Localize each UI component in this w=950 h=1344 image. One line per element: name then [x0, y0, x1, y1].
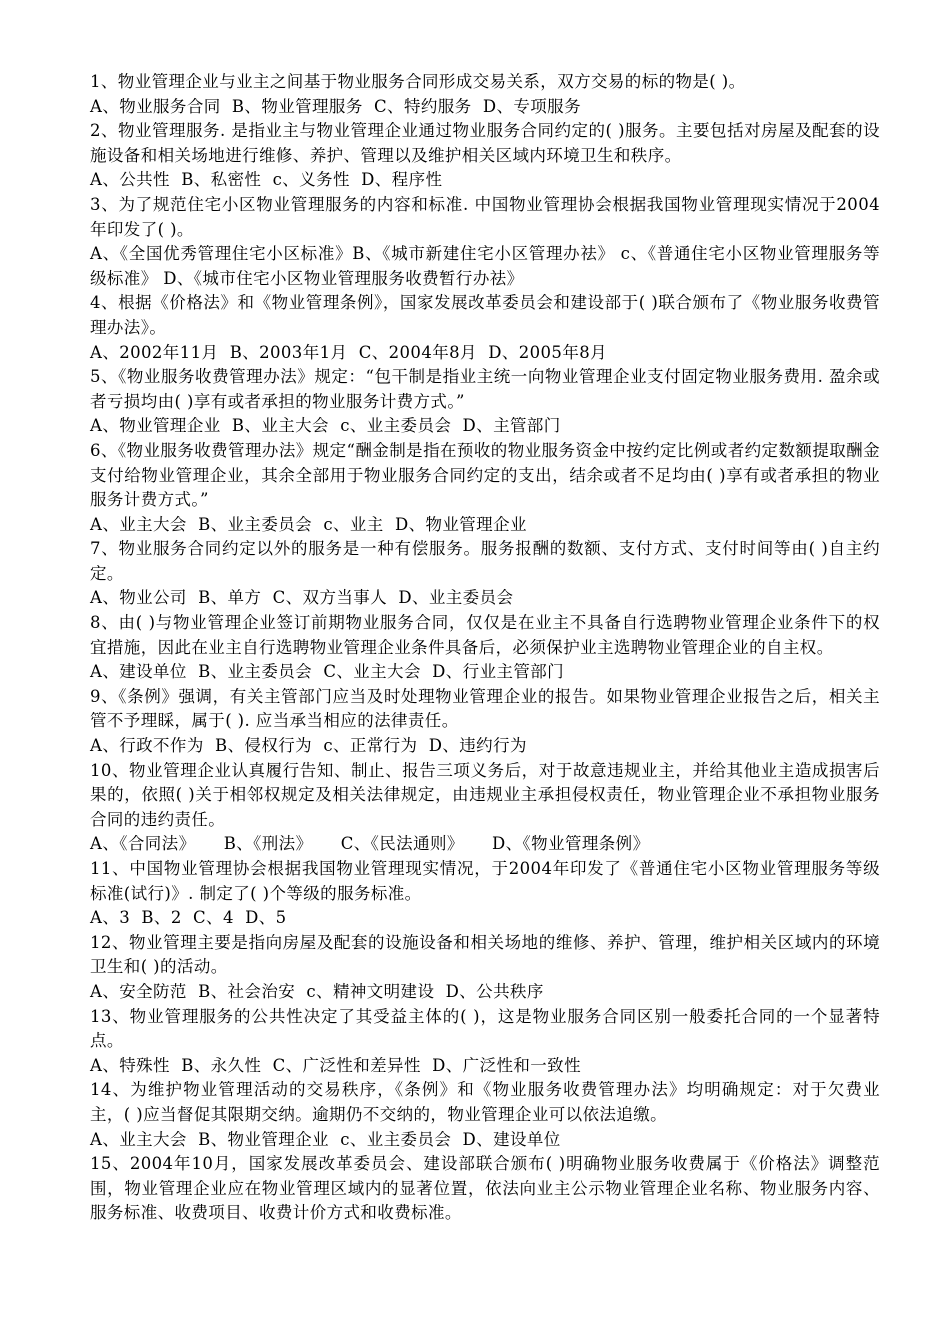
options-2: A、公共性 B、私密性 c、义务性 D、程序性 [90, 170, 443, 190]
options-3: A、《全国优秀管理住宅小区标准》B、《城市新建住宅小区管理办祛》 c、《普通住宅小区物业管理服务等级标准》 D、《城市住宅小区物业管理服务收费暂行办祛》 [90, 244, 880, 288]
question-2: 2、物业管理服务. 是指业主与物业管理企业通过物业服务合同约定的( )服务。主要包括对房屋及配套的设施设备和相关场地进行维修、养护、管理以及维护相关区域内环境卫生和秩序。 [90, 121, 880, 165]
options-10: A、《合同法》 B、《刑法》 C、《民法通则》 D、《物业管理条例》 [90, 834, 650, 854]
question-14: 14、为维护物业管理活动的交易秩序，《条例》和《物业服务收费管理办法》均明确规定：对于欠费业主，( )应当督促其限期交纳。逾期仍不交纳的，物业管理企业可以依法追缴。 [90, 1080, 880, 1124]
question-6: 6、《物业服务收费管理办法》规定“酬金制是指在预收的物业服务资金中按约定比例或者约定数额提取酬金支付给物业管理企业，其余全部用于物业服务合同约定的支出，结余或者不足均由( )享有或者承担的物业服务计费方式。” [90, 440, 880, 510]
question-11: 11、中国物业管理协会根据我国物业管理现实情况，于2004年印发了《普通住宅小区物业管理服务等级标准(试行)》. 制定了( )个等级的服务标准。 [90, 859, 880, 903]
options-12: A、安全防范 B、社会治安 c、精神文明建设 D、公共秩序 [90, 981, 544, 1001]
question-3: 3、为了规范住宅小区物业管理服务的内容和标准. 中国物业管理协会根据我国物业管理现实情况于2004年印发了( )。 [90, 194, 880, 239]
question-4: 4、根据《价格法》和《物业管理条例》，国家发展改革委员会和建设部于( )联合颁布了《物业服务收费管理办法》。 [90, 293, 880, 337]
options-9: A、行政不作为 B、侵权行为 c、正常行为 D、违约行为 [90, 736, 527, 756]
question-12: 12、物业管理主要是指向房屋及配套的设施设备和相关场地的维修、养护、管理，维护相关区域内的环境卫生和( )的活动。 [90, 932, 880, 977]
options-6: A、业主大会 B、业主委员会 c、业主 D、物业管理企业 [90, 514, 527, 534]
question-5: 5、《物业服务收费管理办法》规定：“包干制是指业主统一向物业管理企业支付固定物业服务费用. 盈余或者亏损均由( )享有或者承担的物业服务计费方式。” [90, 367, 880, 411]
question-13: 13、物业管理服务的公共性决定了其受益主体的( )，这是物业服务合同区别一般委托合同的一个显著特点。 [90, 1006, 880, 1051]
document-page [90, 70, 880, 1226]
options-8: A、建设单位 B、业主委员会 C、业主大会 D、行业主管部门 [90, 662, 565, 682]
question-15: 15、2004年10月，国家发展改革委员会、建设部联合颁布( )明确物业服务收费属于《价格法》调整范围，物业管理企业应在物业管理区域内的显著位置，依法向业主公示物业管理企业名称、物业服务内容、服务标准、收费项目、收费计价方式和收费标准。 [90, 1154, 880, 1223]
options-4: A、2002年11月 B、2003年1月 C、2004年8月 D、2005年8月 [90, 342, 608, 362]
question-9: 9、《条例》强调，有关主管部门应当及时处理物业管理企业的报告。如果物业管理企业报告之后，相关主管不予理睬，属于( ). 应当承当相应的法律责任。 [90, 686, 880, 731]
options-7: A、物业公司 B、单方 C、双方当事人 D、业主委员会 [90, 588, 514, 608]
options-1: A、物业服务合同 B、物业管理服务 C、特约服务 D、专项服务 [90, 96, 581, 116]
options-11: A、3 B、2 C、4 D、5 [90, 908, 287, 928]
options-5: A、物业管理企业 B、业主大会 c、业主委员会 D、主管部门 [90, 416, 561, 436]
options-14: A、业主大会 B、物业管理企业 c、业主委员会 D、建设单位 [90, 1129, 561, 1149]
question-10: 10、物业管理企业认真履行告知、制止、报告三项义务后，对于故意违规业主，并给其他业主造成损害后果的，依照( )关于相邻权规定及相关法律规定，由违规业主承担侵权责任，物业管理企业不承担物业服务合同的违约责任。 [90, 760, 880, 829]
question-8: 8、由( )与物业管理企业签订前期物业服务合同，仅仅是在业主不具备自行选聘物业管理企业条件下的权宜措施，因此在业主自行选聘物业管理企业条件具备后，必须保护业主选聘物业管理企业的自主权。 [90, 613, 880, 657]
question-1: 1、物业管理企业与业主之间基于物业服务合同形成交易关系，双方交易的标的物是( )。 [90, 72, 746, 91]
question-7: 7、物业服务合同约定以外的服务是一种有偿服务。服务报酬的数额、支付方式、支付时间等由( )自主约定。 [90, 539, 880, 583]
options-13: A、特殊性 B、永久性 C、广泛性和差异性 D、广泛性和一致性 [90, 1055, 581, 1075]
